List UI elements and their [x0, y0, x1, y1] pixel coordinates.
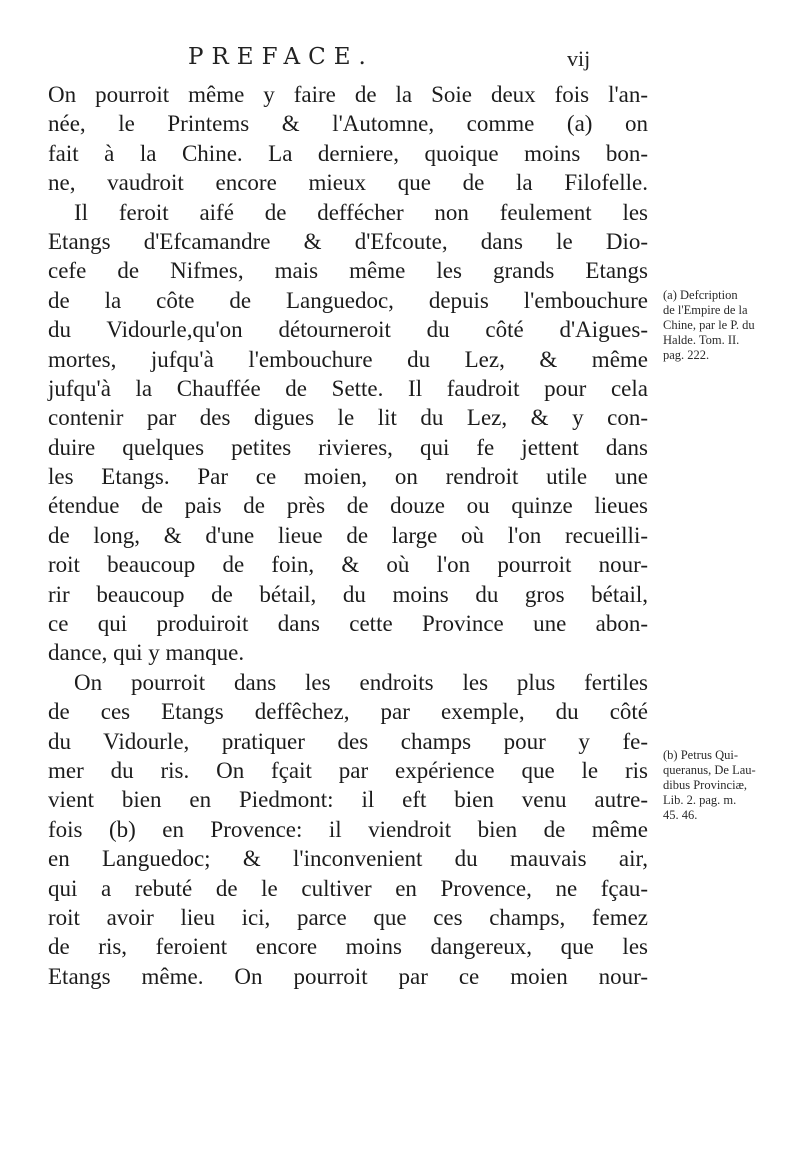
margin-note-line: dibus Provinciæ,	[663, 778, 748, 792]
text-line: cefe de Nifmes, mais même les grands Etangs	[48, 258, 648, 284]
text-line: mer du ris. On fçait par expérience que le ris	[48, 757, 648, 783]
margin-note-line: Chine, par le P. du	[663, 318, 755, 332]
text-line: qui a rebuté de le cultiver en Provence, ne fçau-	[48, 875, 648, 901]
text-line: fait à la Chine. La derniere, quoique moins bon-	[48, 140, 648, 166]
text-line: Etangs même. On pourroit par ce moien nour-	[48, 963, 648, 989]
text-line: Etangs d'Efcamandre & d'Efcoute, dans le Dio-	[48, 228, 648, 254]
text-line: roit beaucoup de foin, & où l'on pourroit nour-	[48, 552, 648, 578]
text-line: du Vidourle,qu'on détourneroit du côté d'Aigues-	[48, 317, 648, 343]
margin-note-line: queranus, De Lau-	[663, 763, 756, 777]
text-line: née, le Printems & l'Automne, comme (a) on	[48, 111, 648, 137]
page-number: vij	[567, 46, 591, 71]
text-line: fois (b) en Provence: il viendroit bien de même	[48, 816, 648, 842]
margin-note-line: Halde. Tom. II.	[663, 333, 740, 347]
text-line: On pourroit même y faire de la Soie deux fois l'an-	[48, 82, 648, 107]
text-line: de ces Etangs deffêchez, par exemple, du côté	[48, 699, 648, 725]
text-line: ne, vaudroit encore mieux que de la Filofelle.	[48, 170, 648, 196]
margin-note-line: (b) Petrus Qui-	[663, 748, 738, 762]
text-line: On pourroit dans les endroits les plus fertiles	[74, 669, 648, 695]
text-line: Il feroit aifé de deffécher non feulement les	[74, 199, 648, 225]
body-text	[48, 80, 648, 991]
text-line: de long, & d'une lieue de large où l'on recueilli-	[48, 522, 648, 548]
text-line: roit avoir lieu ici, parce que ces champs, femez	[48, 904, 648, 930]
margin-note-line: pag. 222.	[663, 348, 710, 362]
margin-note-line: de l'Empire de la	[663, 303, 748, 317]
margin-note-b	[663, 748, 795, 823]
text-line: dance, qui y manque.	[48, 640, 245, 666]
text-line: jufqu'à la Chauffée de Sette. Il faudroit pour cela	[48, 375, 648, 401]
margin-note-line: Lib. 2. pag. m.	[663, 793, 737, 807]
text-line: étendue de pais de près de douze ou quinze lieues	[48, 493, 648, 519]
running-title: PREFACE.	[188, 44, 374, 70]
text-line: en Languedoc; & l'inconvenient du mauvais air,	[48, 846, 648, 872]
margin-note-line: 45. 46.	[663, 808, 698, 822]
text-line: vient bien en Piedmont: il eft bien venu autre-	[48, 787, 648, 813]
text-line: contenir par des digues le lit du Lez, & y con-	[48, 405, 648, 431]
text-line: les Etangs. Par ce moien, on rendroit utile une	[48, 464, 648, 490]
margin-note-a	[663, 288, 795, 363]
margin-note-line: (a) Defcription	[663, 288, 738, 302]
text-line: de ris, feroient encore moins dangereux, que les	[48, 934, 648, 960]
text-line: mortes, jufqu'à l'embouchure du Lez, & même	[48, 346, 648, 372]
text-line: rir beaucoup de bétail, du moins du gros bétail,	[48, 581, 648, 607]
text-line: de la côte de Languedoc, depuis l'embouchure	[48, 287, 648, 313]
text-line: duire quelques petites rivieres, qui fe jettent dans	[48, 434, 648, 460]
text-line: du Vidourle, pratiquer des champs pour y fe-	[48, 728, 648, 754]
text-line: ce qui produiroit dans cette Province une abon-	[48, 611, 648, 637]
